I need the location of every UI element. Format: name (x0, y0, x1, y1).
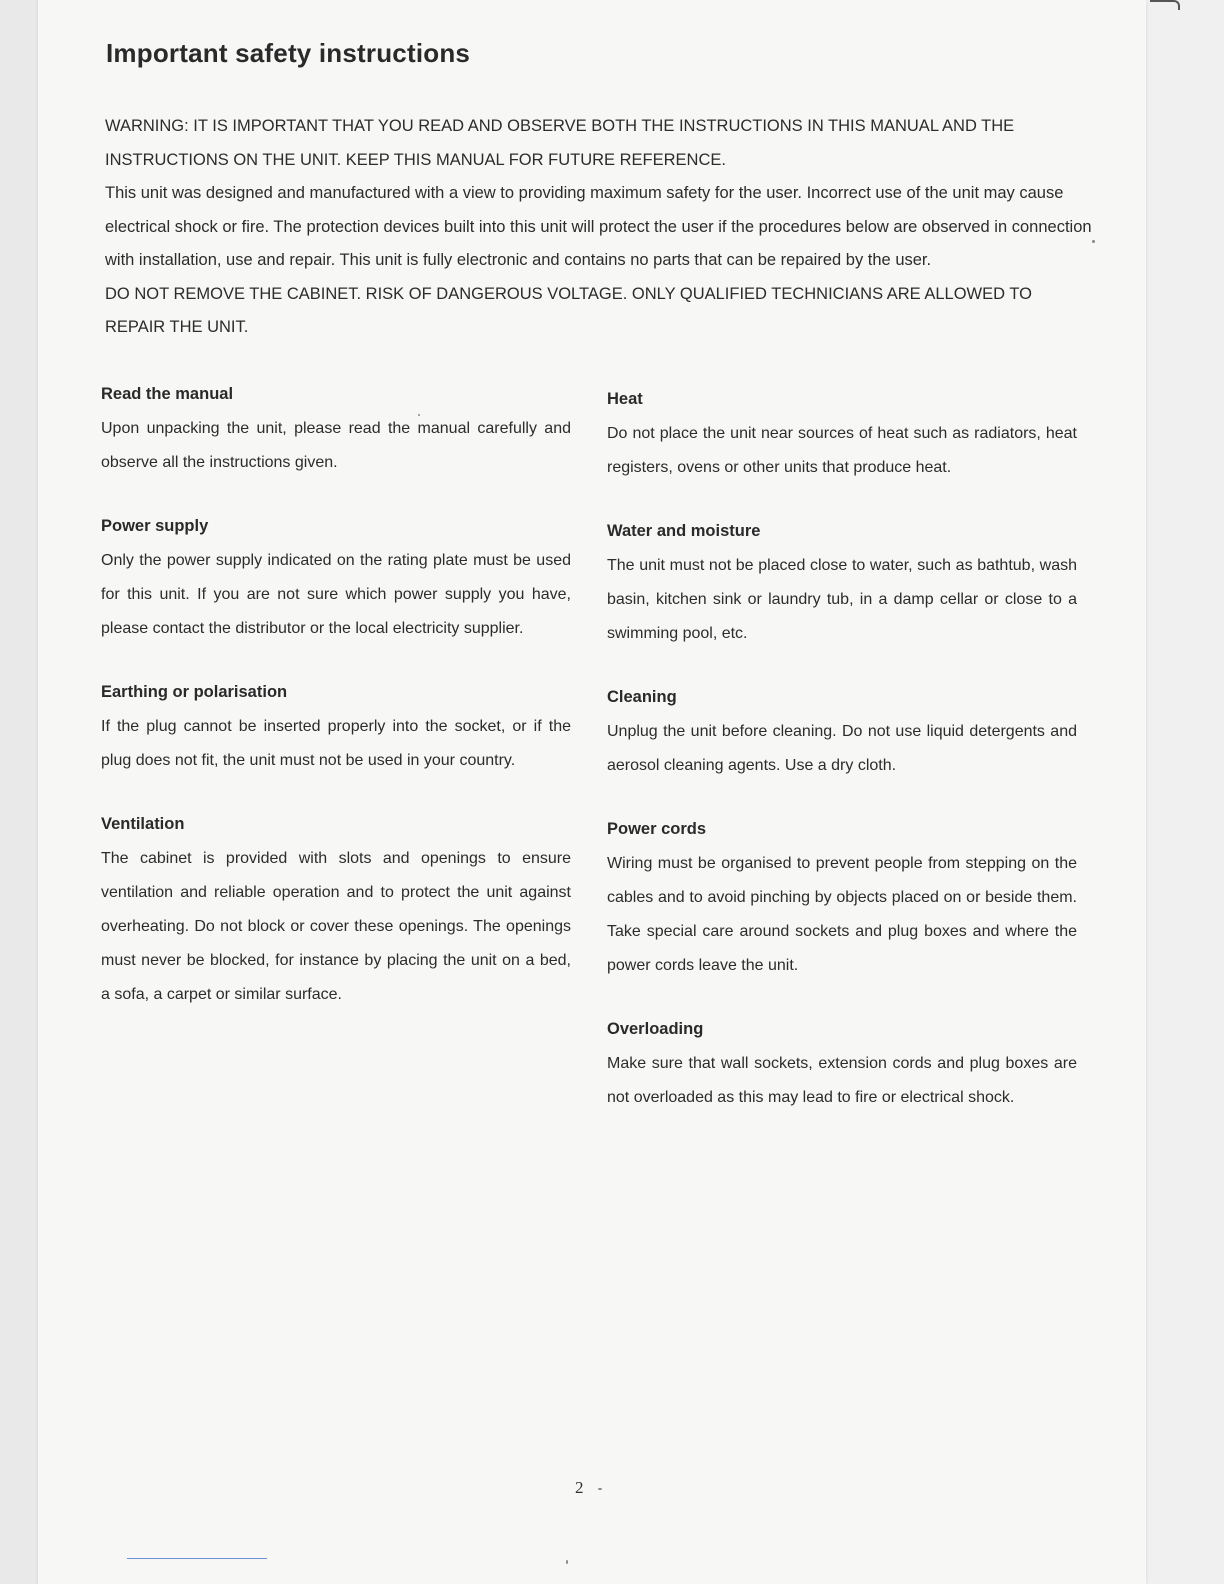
section-heading: Earthing or polarisation (101, 683, 288, 701)
section-heading: Read the manual (101, 385, 234, 403)
section-overloading (607, 1013, 1077, 1115)
section-power-cords (607, 813, 1077, 983)
section-cleaning (607, 681, 1077, 783)
section-heading: Cleaning (607, 688, 677, 706)
intro-block (105, 110, 1095, 345)
section-body: Do not place the unit near sources of heat such as radiators, heat registers, ovens or other units that produce heat. (607, 425, 1077, 476)
section-heading: Power supply (101, 517, 209, 535)
section-heat (607, 383, 1077, 485)
scan-corner-mark (1150, 0, 1180, 10)
section-body: Only the power supply indicated on the rating plate must be used for this unit. If you are not sure which power supply you have, please contact the distributor or the local electricity supplier. (101, 552, 571, 637)
section-body: Wiring must be organised to prevent people from stepping on the cables and to avoid pinching by objects placed on or beside them. Take special care around sockets and plug boxes and where the power cords leave the unit. (607, 855, 1077, 974)
section-body: Make sure that wall sockets, extension cords and plug boxes are not overloaded as this may lead to fire or electrical shock. (607, 1055, 1077, 1106)
section-body: Unplug the unit before cleaning. Do not use liquid detergents and aerosol cleaning agents. Use a dry cloth. (607, 723, 1077, 774)
scan-margin (1146, 0, 1224, 1584)
page-title: Important safety instructions (106, 38, 471, 68)
right-column (607, 383, 1077, 1145)
section-body: If the plug cannot be inserted properly into the socket, or if the plug does not fit, the unit must not be used in your country. (101, 718, 571, 769)
section-heading: Power cords (607, 820, 707, 838)
section-earthing-or-polarisation (101, 676, 571, 778)
design-paragraph: This unit was designed and manufactured with a view to providing maximum safety for the user. Incorrect use of the unit may cause electrical shock or fire. The protection devices built into this unit will protect the user if the procedures below are observed in connection with installation, use and repair. This unit is fully electronic and contains no parts that can be repaired by the user. (105, 184, 1092, 269)
section-body: The unit must not be placed close to water, such as bathtub, wash basin, kitchen sink or laundry tub, in a damp cellar or close to a swimming pool, etc. (607, 557, 1077, 642)
scan-speck (598, 1488, 602, 1490)
scan-speck (418, 414, 420, 416)
left-column (101, 378, 571, 1042)
section-water-and-moisture (607, 515, 1077, 651)
scan-speck (566, 1560, 568, 1564)
caution-paragraph: DO NOT REMOVE THE CABINET. RISK OF DANGEROUS VOLTAGE. ONLY QUALIFIED TECHNICIANS ARE ALLOWED TO REPAIR THE UNIT. (105, 284, 1032, 336)
section-read-the-manual (101, 378, 571, 480)
page-number: 2 (575, 1478, 584, 1497)
section-body: Upon unpacking the unit, please read the manual carefully and observe all the instructions given. (101, 420, 571, 471)
section-ventilation (101, 808, 571, 1012)
section-heading: Overloading (607, 1020, 704, 1038)
bottom-rule (127, 1558, 267, 1559)
section-heading: Ventilation (101, 815, 185, 833)
section-body: The cabinet is provided with slots and openings to ensure ventilation and reliable operation and to protect the unit against overheating. Do not block or cover these openings. The openings must never be blocked, for instance by placing the unit on a bed, a sofa, a carpet or similar surface. (101, 850, 571, 1003)
section-power-supply (101, 510, 571, 646)
warning-paragraph: WARNING: IT IS IMPORTANT THAT YOU READ AND OBSERVE BOTH THE INSTRUCTIONS IN THIS MANUAL AND THE INSTRUCTIONS ON THE UNIT. KEEP THIS MANUAL FOR FUTURE REFERENCE. (105, 117, 1015, 169)
section-heading: Water and moisture (607, 522, 761, 540)
scan-speck (1092, 240, 1095, 243)
section-heading: Heat (607, 390, 643, 408)
